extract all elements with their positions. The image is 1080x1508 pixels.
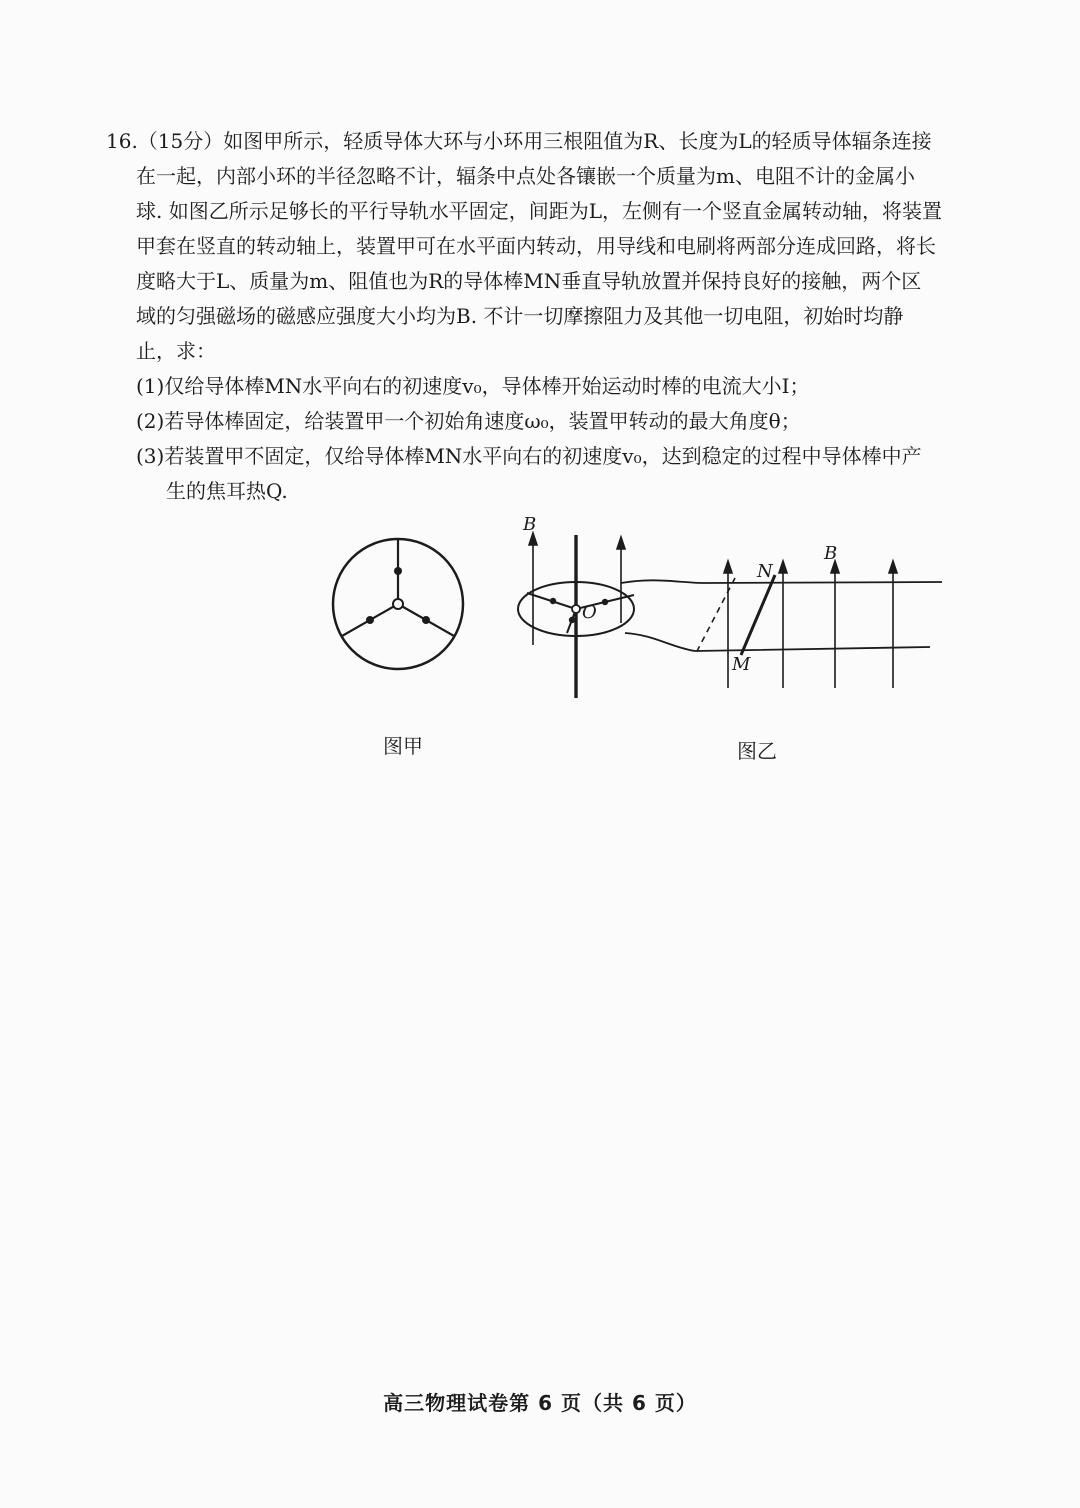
label-o: O (582, 602, 597, 623)
problem-line-3: 球. 如图乙所示足够长的平行导轨水平固定，间距为L，左侧有一个竖直金属转动轴，将装置 (136, 199, 942, 223)
caption-figure-b: 图乙 (737, 739, 777, 763)
device-ball-2 (602, 599, 608, 605)
ball-left (366, 616, 374, 624)
label-n: N (757, 561, 773, 582)
problem-line-1: 16.（15分）如图甲所示，轻质导体大环与小环用三根阻值为R、长度为L的轻质导体辐条连接 (106, 129, 932, 153)
problem-line-6: 域的匀强磁场的磁感应强度大小均为B. 不计一切摩擦阻力及其他一切电阻，初始时均静 (136, 304, 904, 328)
wire-bottom (625, 633, 930, 651)
page-footer: 高三物理试卷第 6 页（共 6 页） (383, 1391, 697, 1415)
problem-16 (106, 124, 966, 509)
label-b-left: B (523, 514, 537, 535)
problem-line-4: 甲套在竖直的转动轴上，装置甲可在水平面内转动，用导线和电刷将两部分连成回路，将长 (136, 234, 936, 258)
ball-right (422, 616, 430, 624)
question-1: (1)仅给导体棒MN水平向右的初速度v₀，导体棒开始运动时棒的电流大小I； (136, 374, 810, 398)
ball-top (394, 567, 402, 575)
inner-ring (393, 599, 403, 609)
device-ball-1 (550, 598, 556, 604)
caption-figure-a: 图甲 (383, 734, 423, 758)
bar-mn (741, 575, 775, 655)
device-center (572, 605, 580, 613)
label-b-right: B (824, 543, 838, 564)
problem-line-5: 度略大于L、质量为m、阻值也为R的导体棒MN垂直导轨放置并保持良好的接触，两个区 (136, 269, 922, 293)
device-ball-3 (569, 617, 575, 623)
figure-a-wheel (320, 505, 480, 685)
question-3-cont: 生的焦耳热Q. (166, 479, 288, 503)
question-2: (2)若导体棒固定，给装置甲一个初始角速度ω₀，装置甲转动的最大角度θ； (136, 409, 801, 433)
figure-b-rails (505, 505, 955, 705)
problem-line-2: 在一起，内部小环的半径忽略不计，辐条中点处各镶嵌一个质量为m、电阻不计的金属小 (136, 164, 915, 188)
dashed-position (695, 578, 735, 655)
problem-line-7: 止，求： (136, 339, 216, 363)
label-m: M (732, 654, 751, 675)
question-3: (3)若装置甲不固定，仅给导体棒MN水平向右的初速度v₀，达到稳定的过程中导体棒中产 (136, 444, 922, 468)
wire-top (621, 580, 942, 583)
